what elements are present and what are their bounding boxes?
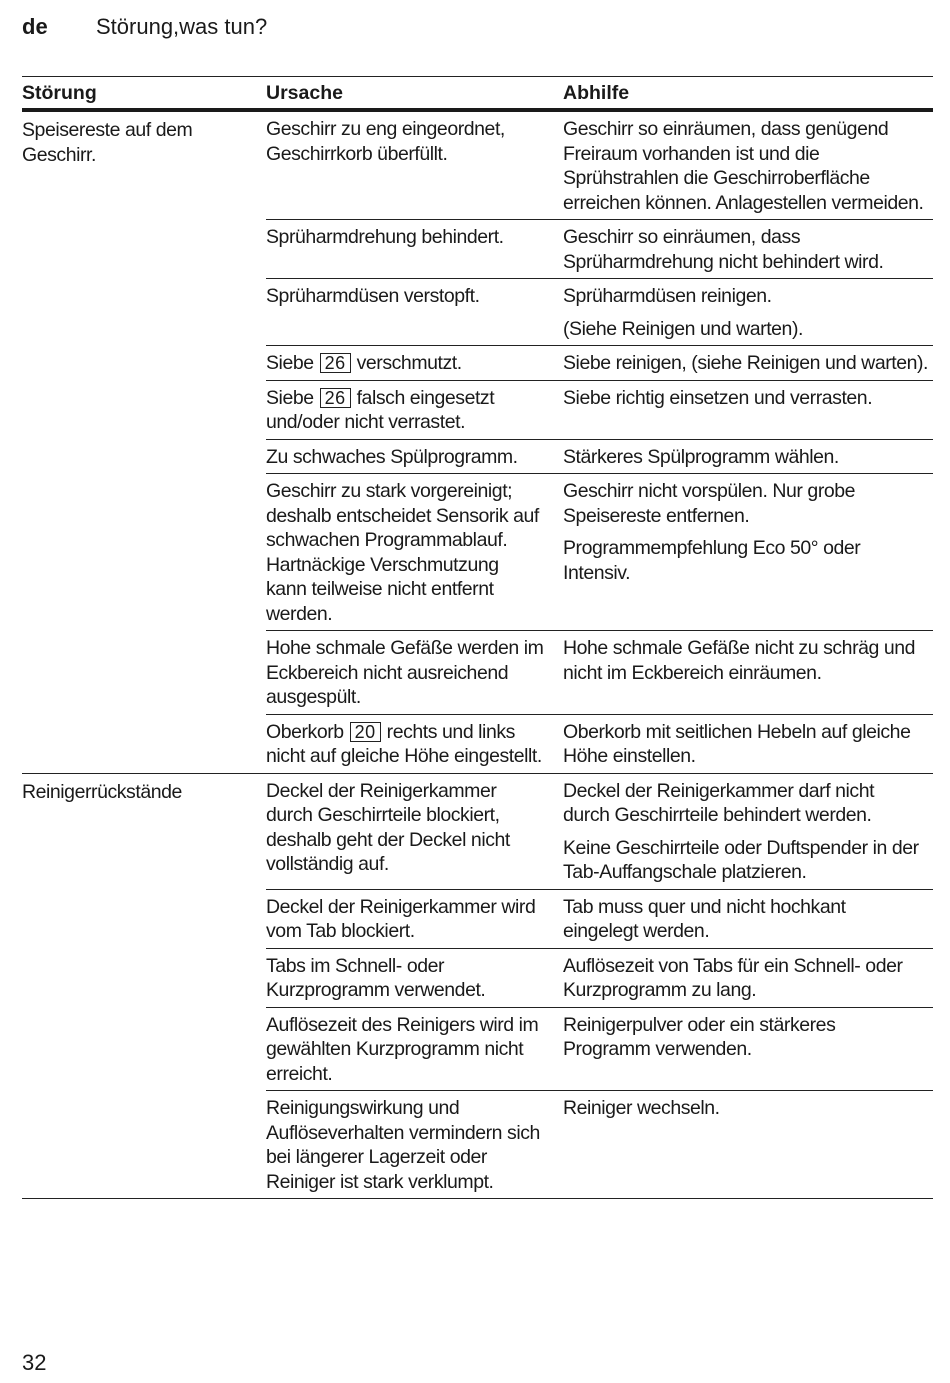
ursache-text-post: rechts und links nicht auf gleiche Höhe eingestellt. xyxy=(266,720,542,767)
ursache-text-pre: Siebe xyxy=(266,386,319,409)
ursache-cell xyxy=(266,445,563,470)
table-row xyxy=(266,949,933,1008)
table-row xyxy=(266,774,933,890)
part-reference-box: 26 xyxy=(320,388,351,408)
page-title: Störung,was tun? xyxy=(96,14,268,39)
table-row xyxy=(266,474,933,631)
table-row xyxy=(266,631,933,715)
abhilfe-cell xyxy=(563,117,933,215)
ursache-cell xyxy=(266,117,563,215)
abhilfe-text: Programmempfehlung Eco 50° oder Intensiv. xyxy=(563,537,861,584)
page-header xyxy=(22,14,267,44)
stoerung-cell: Reinigerrückstände xyxy=(22,780,182,803)
column-header-stoerung: Störung xyxy=(22,82,97,104)
abhilfe-text: Hohe schmale Gefäße nicht zu schräg und nicht im Eckbereich einräumen. xyxy=(563,637,916,684)
page-number: 32 xyxy=(22,1350,47,1375)
table-group xyxy=(22,774,933,1199)
abhilfe-cell xyxy=(563,954,933,1003)
table-row xyxy=(266,1091,933,1198)
ursache-cell xyxy=(266,954,563,1003)
table-row xyxy=(266,440,933,475)
ursache-text: Sprüharmdüsen verstopft. xyxy=(266,285,480,307)
ursache-text: Reinigungswirkung und Auflöseverhalten vermindern sich bei längerer Lagerzeit oder Reiniger ist stark verklumpt. xyxy=(266,1097,540,1193)
ursache-text xyxy=(266,351,555,376)
abhilfe-text: Reiniger wechseln. xyxy=(563,1097,720,1119)
part-reference-box: 20 xyxy=(350,722,381,742)
ursache-text-post: verschmutzt. xyxy=(351,352,462,374)
ursache-text xyxy=(266,720,555,769)
stoerung-cell: Speisereste auf dem Geschirr. xyxy=(22,119,193,166)
ursache-text-post: falsch eingesetzt und/oder nicht verrastet. xyxy=(266,386,495,433)
abhilfe-text: Sprüharmdüsen reinigen. xyxy=(563,285,772,307)
abhilfe-cell xyxy=(563,351,933,376)
ursache-text: Deckel der Reinigerkammer wird vom Tab blockiert. xyxy=(266,895,536,942)
column-header-abhilfe: Abhilfe xyxy=(563,82,630,104)
ursache-cell xyxy=(266,351,563,376)
abhilfe-cell xyxy=(563,1013,933,1087)
ursache-text: Hohe schmale Gefäße werden im Eckbereich nicht ausreichend ausgespült. xyxy=(266,637,544,708)
abhilfe-cell xyxy=(563,636,933,710)
language-code: de xyxy=(22,14,48,39)
ursache-text-pre: Oberkorb xyxy=(266,720,349,743)
ursache-text xyxy=(266,386,555,435)
abhilfe-cell xyxy=(563,445,933,470)
abhilfe-text: Geschirr so einräumen, dass Sprüharmdrehung nicht behindert wird. xyxy=(563,226,884,273)
abhilfe-text: Stärkeres Spülprogramm wählen. xyxy=(563,445,839,468)
ursache-cell xyxy=(266,1013,563,1087)
ursache-cell xyxy=(266,895,563,944)
ursache-text-pre: Siebe xyxy=(266,352,319,374)
table-group xyxy=(22,112,933,774)
ursache-cell xyxy=(266,720,563,769)
abhilfe-text: Auflösezeit von Tabs für ein Schnell- oder Kurzprogramm zu lang. xyxy=(563,954,903,1001)
ursache-cell xyxy=(266,386,563,435)
abhilfe-cell xyxy=(563,720,933,769)
table-row xyxy=(266,346,933,381)
abhilfe-text: Reinigerpulver oder ein stärkeres Programm verwenden. xyxy=(563,1013,836,1060)
abhilfe-text: Siebe richtig einsetzen und verrasten. xyxy=(563,386,873,409)
table-row xyxy=(266,381,933,440)
abhilfe-cell xyxy=(563,225,933,274)
abhilfe-cell xyxy=(563,284,933,341)
table-row xyxy=(266,112,933,220)
ursache-cell xyxy=(266,225,563,274)
ursache-text: Auflösezeit des Reinigers wird im gewählten Kurzprogramm nicht erreicht. xyxy=(266,1013,539,1085)
table-header xyxy=(22,77,933,112)
table-body xyxy=(22,112,933,1198)
ursache-text: Sprüharmdrehung behindert. xyxy=(266,226,504,248)
abhilfe-text: Geschirr so einräumen, dass genügend Freiraum vorhanden ist und die Sprühstrahlen die Geschirroberfläche erreichen können. Anlagestellen vermeiden. xyxy=(563,118,924,214)
troubleshooting-table xyxy=(22,76,933,1199)
ursache-text: Geschirr zu stark vorgereinigt; deshalb entscheidet Sensorik auf schwachen Programmablauf. Hartnäckige Verschmutzung kann teilweise nicht entfernt werden. xyxy=(266,480,539,625)
table-row xyxy=(266,220,933,279)
ursache-text: Zu schwaches Spülprogramm. xyxy=(266,445,518,468)
abhilfe-cell xyxy=(563,479,933,626)
abhilfe-cell xyxy=(563,895,933,944)
ursache-text: Tabs im Schnell- oder Kurzprogramm verwendet. xyxy=(266,954,486,1001)
abhilfe-cell xyxy=(563,386,933,435)
ursache-cell xyxy=(266,1096,563,1194)
table-row xyxy=(266,890,933,949)
abhilfe-text: Tab muss quer und nicht hochkant eingelegt werden. xyxy=(563,895,846,942)
abhilfe-text: Geschirr nicht vorspülen. Nur grobe Speisereste entfernen. xyxy=(563,480,856,527)
ursache-text: Geschirr zu eng eingeordnet, Geschirrkorb überfüllt. xyxy=(266,118,505,165)
ursache-cell xyxy=(266,779,563,885)
abhilfe-text: Oberkorb mit seitlichen Hebeln auf gleiche Höhe einstellen. xyxy=(563,720,911,767)
abhilfe-cell xyxy=(563,779,933,885)
ursache-text: Deckel der Reinigerkammer durch Geschirrteile blockiert, deshalb geht der Deckel nicht vollständig auf. xyxy=(266,779,510,875)
part-reference-box: 26 xyxy=(320,353,351,373)
abhilfe-cell xyxy=(563,1096,933,1194)
ursache-cell xyxy=(266,636,563,710)
abhilfe-text: (Siehe Reinigen und warten). xyxy=(563,317,803,340)
ursache-cell xyxy=(266,479,563,626)
table-row xyxy=(266,279,933,346)
abhilfe-text: Keine Geschirrteile oder Duftspender in der Tab-Auffangschale platzieren. xyxy=(563,836,919,883)
table-row xyxy=(266,1008,933,1092)
abhilfe-text: Deckel der Reinigerkammer darf nicht durch Geschirrteile behindert werden. xyxy=(563,779,875,826)
ursache-cell xyxy=(266,284,563,341)
abhilfe-text: Siebe reinigen, (siehe Reinigen und warten). xyxy=(563,352,929,374)
table-row xyxy=(266,715,933,773)
column-header-ursache: Ursache xyxy=(266,82,343,104)
